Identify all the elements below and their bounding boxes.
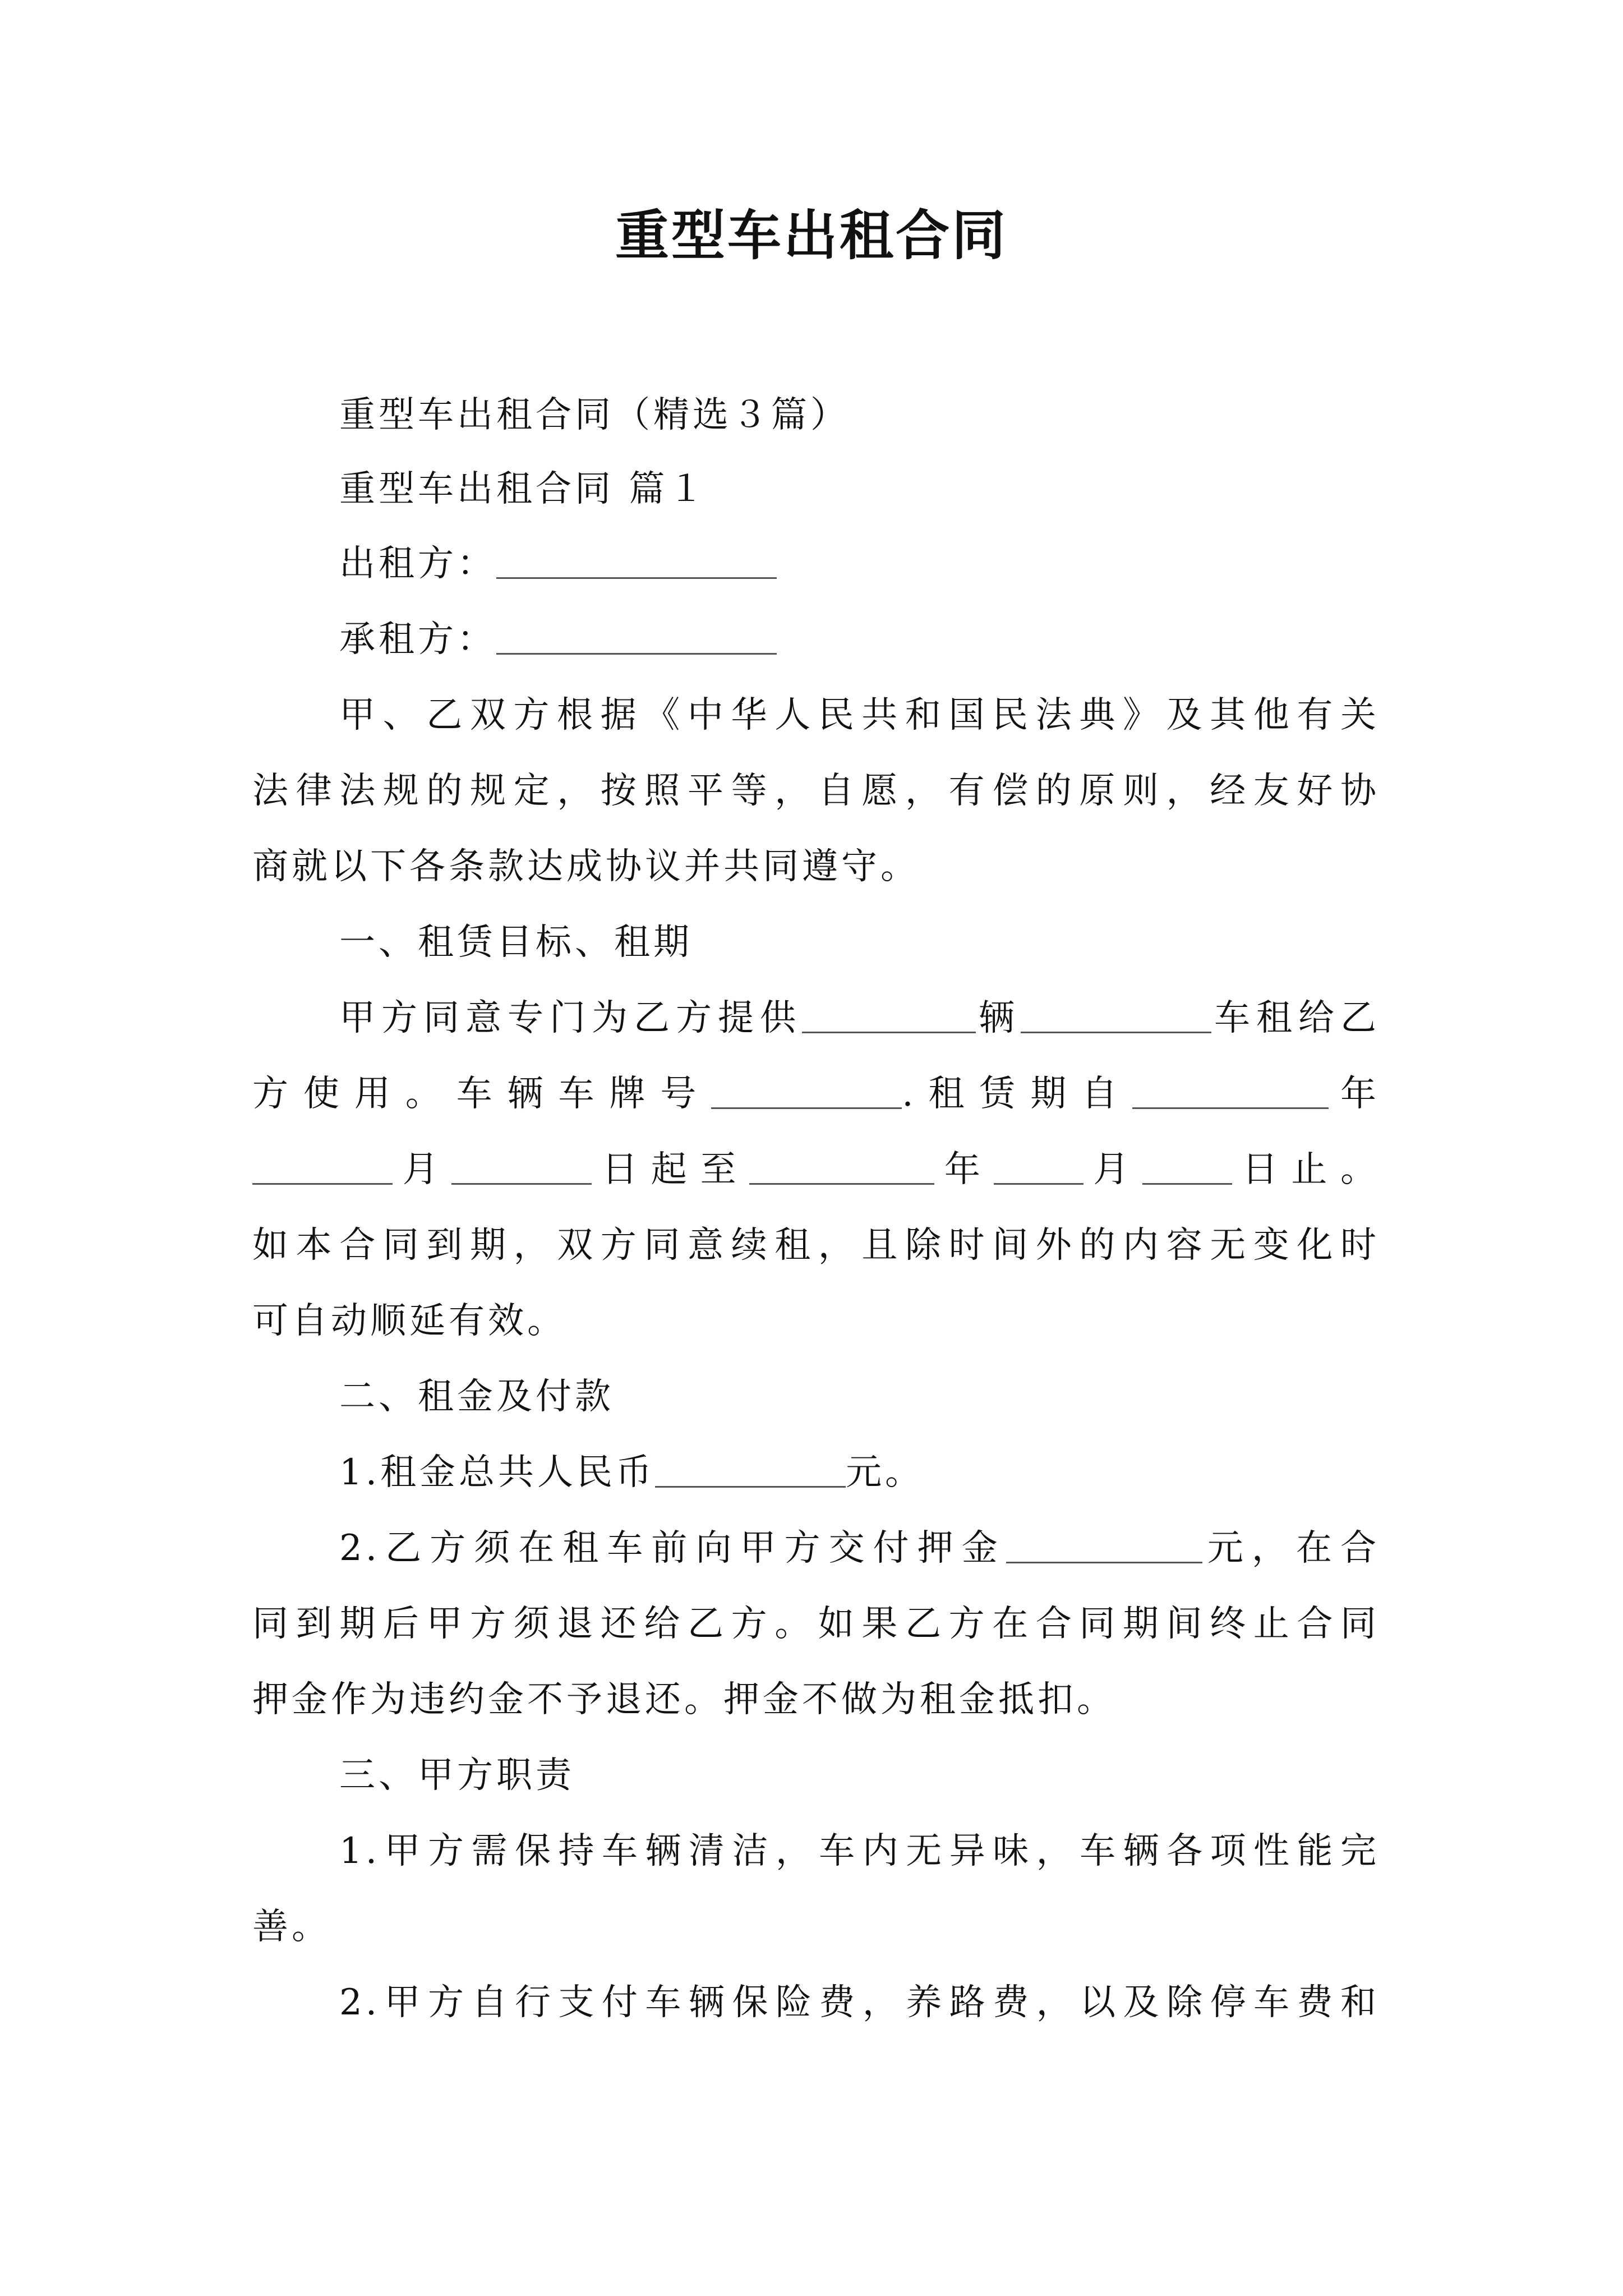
lessor-label: 出租方： xyxy=(339,543,496,585)
deposit-amount-blank xyxy=(1006,1528,1202,1563)
rent-amount-blank xyxy=(655,1452,846,1488)
paragraph-preamble-line-1: 甲、乙双方根据《中华人民共和国民法典》及其他有关 xyxy=(339,694,1380,736)
paragraph-duty-2-line-1: 2.甲方自行支付车辆保险费，养路费，以及除停车费和 xyxy=(339,1982,1380,2023)
end-year-blank xyxy=(749,1149,934,1185)
paragraph-renewal-line-2: 可自动顺延有效。 xyxy=(252,1300,566,1342)
paragraph-lessor xyxy=(339,536,1380,592)
paragraph-rent-total: 1.租金总共人民币 元。 xyxy=(339,1452,925,1493)
paragraph-lease-line-3: 月 日起至 年 月 日止。 xyxy=(252,1142,1380,1198)
paragraph-duty-1-line-1: 1.甲方需保持车辆清洁，车内无异味，车辆各项性能完 xyxy=(339,1830,1380,1872)
paragraph-duty-1-line-2: 善。 xyxy=(252,1906,331,1948)
paragraph-part-heading: 重型车出租合同 篇１ xyxy=(339,468,708,510)
section-heading-3: 三、甲方职责 xyxy=(339,1755,575,1796)
paragraph-lease-line-1: 甲方同意专门为乙方提供 辆 车租给乙 xyxy=(339,997,1380,1039)
paragraph-lessee xyxy=(339,611,1380,668)
lessee-blank xyxy=(496,619,777,655)
vehicle-count-blank xyxy=(802,998,976,1033)
paragraph-preamble-line-3: 商就以下各条款达成协议并共同遵守。 xyxy=(252,846,920,887)
end-day-blank xyxy=(1142,1149,1232,1185)
document-title: 重型车出租合同 xyxy=(615,204,1008,267)
lessor-blank xyxy=(496,544,777,579)
end-month-blank xyxy=(994,1149,1083,1185)
paragraph-renewal-line-1: 如本合同到期，双方同意续租，且除时间外的内容无变化时 xyxy=(252,1225,1380,1266)
paragraph-lease-line-2: 方使用。车辆车牌号 .租赁期自 年 xyxy=(252,1073,1380,1115)
paragraph-deposit-line-2: 同到期后甲方须退还给乙方。如果乙方在合同期间终止合同 xyxy=(252,1603,1380,1645)
lessee-label: 承租方： xyxy=(339,619,496,660)
paragraph-subtitle: 重型车出租合同（精选３篇） xyxy=(339,394,850,436)
start-day-blank xyxy=(451,1149,592,1185)
vehicle-type-blank xyxy=(1021,998,1211,1033)
paragraph-deposit-line-3: 押金作为违约金不予退还。押金不做为租金抵扣。 xyxy=(252,1679,1116,1720)
plate-number-blank xyxy=(711,1074,902,1109)
start-month-blank xyxy=(252,1149,393,1185)
paragraph-preamble-line-2: 法律法规的规定，按照平等，自愿，有偿的原则，经友好协 xyxy=(252,770,1380,812)
paragraph-deposit-line-1: 2.乙方须在租车前向甲方交付押金 元，在合 xyxy=(339,1527,1380,1569)
section-heading-2: 二、租金及付款 xyxy=(339,1376,614,1418)
section-heading-1: 一、租赁目标、租期 xyxy=(339,922,693,963)
start-year-blank xyxy=(1132,1074,1329,1109)
